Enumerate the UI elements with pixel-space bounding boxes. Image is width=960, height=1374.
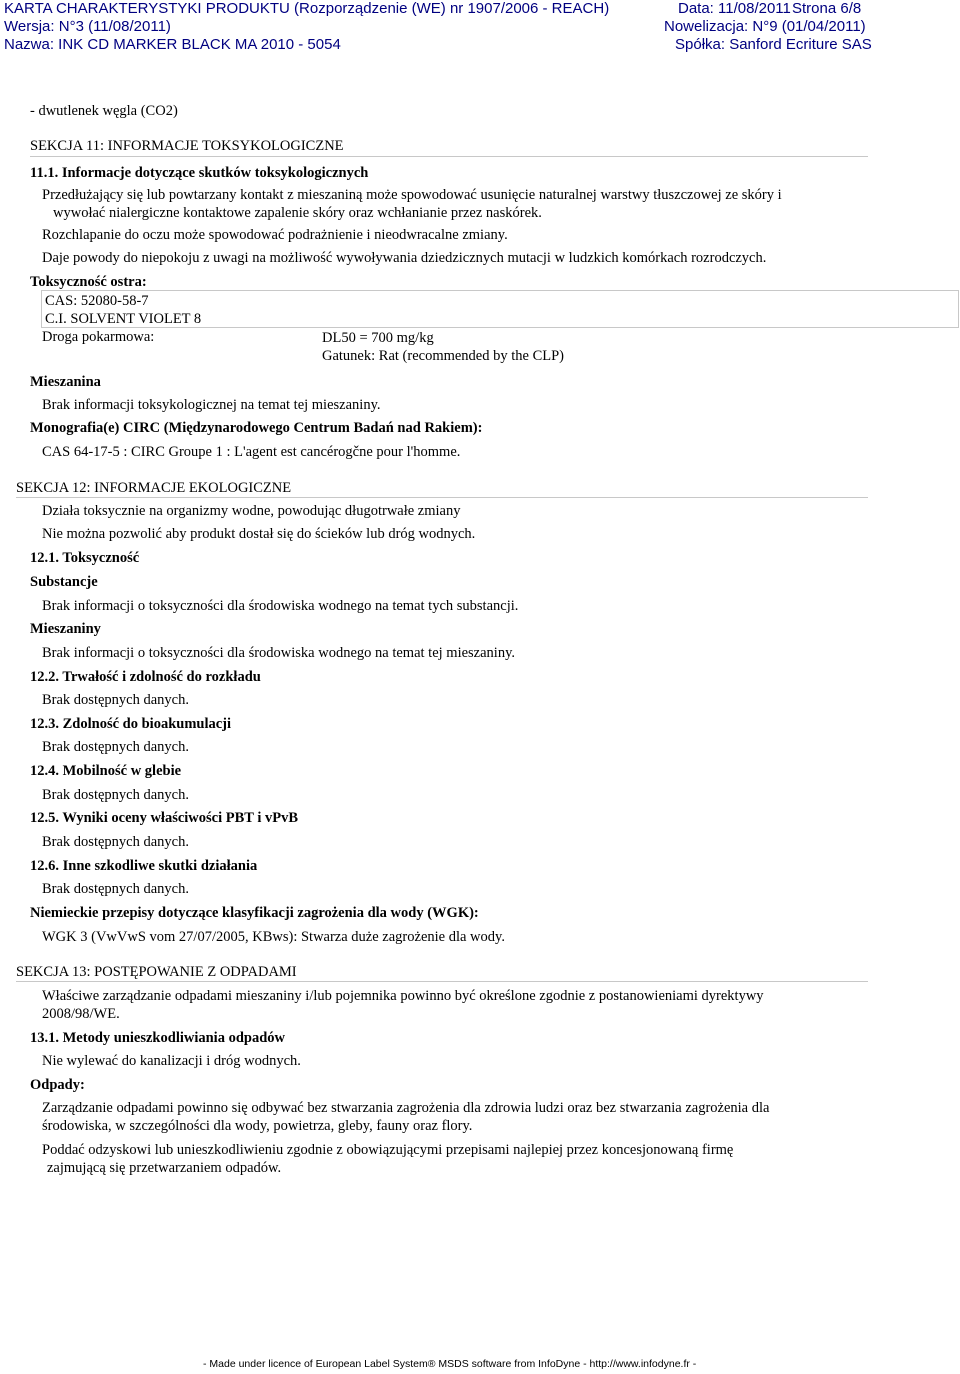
subsection-12-4-text: Brak dostępnych danych. [42, 787, 189, 803]
section-11-heading: SEKCJA 11: INFORMACJE TOKSYKOLOGICZNE [30, 138, 344, 154]
substance-name: C.I. SOLVENT VIOLET 8 [45, 311, 202, 327]
substances-label: Substancje [30, 574, 98, 590]
section-11-rule [30, 156, 868, 157]
disposal-para-1-line-2: 2008/98/WE. [42, 1006, 120, 1022]
subsection-13-1-heading: 13.1. Metody unieszkodliwiania odpadów [30, 1030, 286, 1046]
footer-licence: - Made under licence of European Label System® MSDS software from InfoDyne - http://www.infodyne.fr - [203, 1358, 697, 1370]
company-name: Spółka: Sanford Ecriture SAS [675, 36, 872, 53]
subsection-12-3-text: Brak dostępnych danych. [42, 739, 189, 755]
recovery-para-line-2: zajmującą się przetwarzaniem odpadów. [47, 1160, 282, 1176]
document-revision: Nowelizacja: N°9 (01/04/2011) [664, 18, 866, 35]
tox-para-3: Daje powody do niepokoju z uwagi na możliwość wywoływania dziedzicznych mutacji w ludzkich komórkach rozrodczych. [42, 250, 767, 266]
waste-para-line-1: Zarządzanie odpadami powinno się odbywać bez stwarzania zagrożenia dla zdrowia ludzi oraz bez stwarzania zagrożenia dla [42, 1100, 770, 1116]
section-12-heading: SEKCJA 12: INFORMACJE EKOLOGICZNE [16, 480, 292, 496]
waste-para-line-2: środowiska, w szczególności dla wody, powietrza, gleby, fauny oraz flory. [42, 1118, 473, 1134]
exposure-route: Droga pokarmowa: [42, 329, 155, 345]
section-12-rule [16, 497, 868, 498]
substance-cas: CAS: 52080-58-7 [45, 293, 149, 309]
subsection-12-6-text: Brak dostępnych danych. [42, 881, 189, 897]
subsection-12-5-text: Brak dostępnych danych. [42, 834, 189, 850]
test-species: Gatunek: Rat (recommended by the CLP) [322, 348, 565, 364]
ld50-value: DL50 = 700 mg/kg [322, 330, 434, 346]
subsection-12-6-heading: 12.6. Inne szkodliwe skutki działania [30, 858, 258, 874]
mixtures-label: Mieszaniny [30, 621, 101, 637]
disposal-para-1-line-1: Właściwe zarządzanie odpadami mieszaniny i/lub pojemnika powinno być określone zgodnie z postanowieniami dyrektywy [42, 988, 764, 1004]
subsection-12-2-text: Brak dostępnych danych. [42, 692, 189, 708]
substances-text: Brak informacji o toksyczności dla środowiska wodnego na temat tych substancji. [42, 598, 519, 614]
pre-list-item: - dwutlenek węgla (CO2) [30, 103, 178, 119]
subsection-12-4-heading: 12.4. Mobilność w glebie [30, 763, 182, 779]
mixture-text: Brak informacji toksykologicznej na temat tej mieszaniny. [42, 397, 381, 413]
tox-para-1-line-1: Przedłużający się lub powtarzany kontakt z mieszaniną może spowodować usunięcie naturalnej warstwy tłuszczowej ze skóry i [42, 187, 782, 203]
wgk-text: WGK 3 (VwVwS vom 27/07/2005, KBws): Stwarza duże zagrożenie dla wody. [42, 929, 505, 945]
subsection-12-3-heading: 12.3. Zdolność do bioakumulacji [30, 716, 232, 732]
mixture-label: Mieszanina [30, 374, 101, 390]
subsection-12-1-heading: 12.1. Toksyczność [30, 550, 140, 566]
acute-toxicity-label: Toksyczność ostra: [30, 274, 147, 290]
document-title: KARTA CHARAKTERYSTYKI PRODUKTU (Rozporządzenie (WE) nr 1907/2006 - REACH) [4, 0, 610, 17]
eco-line-2: Nie można pozwolić aby produkt dostał się do ścieków lub dróg wodnych. [42, 526, 476, 542]
circ-label: Monografia(e) CIRC (Międzynarodowego Centrum Badań nad Rakiem): [30, 420, 483, 436]
document-version: Wersja: N°3 (11/08/2011) [4, 18, 171, 35]
product-name: Nazwa: INK CD MARKER BLACK MA 2010 - 5054 [4, 36, 341, 53]
document-date: Data: 11/08/2011 [678, 0, 791, 17]
tox-para-2: Rozchlapanie do oczu może spowodować podrażnienie i nieodwracalne zmiany. [42, 227, 508, 243]
recovery-para-line-1: Poddać odzyskowi lub unieszkodliwieniu zgodnie z obowiązującymi przepisami najlepiej przez koncesjonowaną firmę [42, 1142, 734, 1158]
wgk-label: Niemieckie przepisy dotyczące klasyfikacji zagrożenia dla wody (WGK): [30, 905, 479, 921]
subsection-12-5-heading: 12.5. Wyniki oceny właściwości PBT i vPvB [30, 810, 299, 826]
subsection-11-1-heading: 11.1. Informacje dotyczące skutków toksykologicznych [30, 165, 369, 181]
waste-label: Odpady: [30, 1077, 85, 1093]
eco-line-1: Działa toksycznie na organizmy wodne, powodując długotrwałe zmiany [42, 503, 461, 519]
page-number: Strona 6/8 [792, 0, 862, 17]
tox-para-1-line-2: wywołać nialergiczne kontaktowe zapalenie skóry oraz wchłanianie przez naskórek. [53, 205, 542, 221]
section-13-heading: SEKCJA 13: POSTĘPOWANIE Z ODPADAMI [16, 964, 297, 980]
mixtures-text: Brak informacji o toksyczności dla środowiska wodnego na temat tej mieszaniny. [42, 645, 516, 661]
subsection-13-1-text: Nie wylewać do kanalizacji i dróg wodnych. [42, 1053, 301, 1069]
subsection-12-2-heading: 12.2. Trwałość i zdolność do rozkładu [30, 669, 261, 685]
section-13-rule [16, 981, 868, 982]
circ-text: CAS 64-17-5 : CIRC Groupe 1 : L'agent est cancérogčne pour l'homme. [42, 444, 461, 460]
